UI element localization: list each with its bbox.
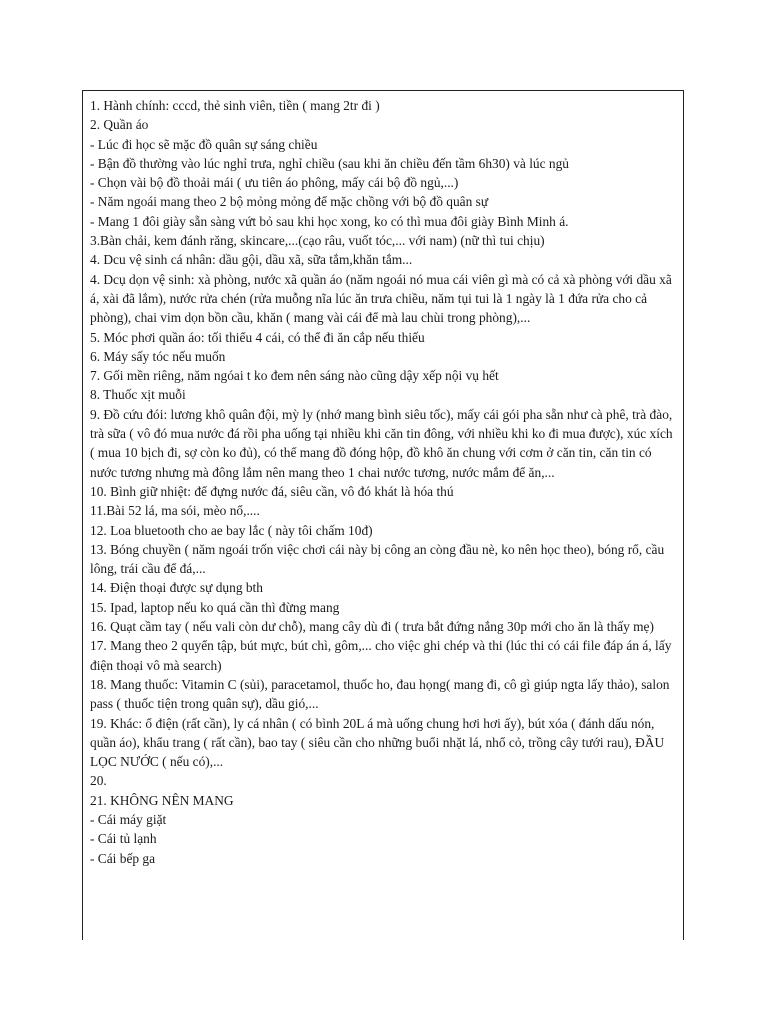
list-subitem: - Chọn vài bộ đồ thoải mái ( ưu tiên áo phông, mấy cái bộ đồ ngủ,...) <box>90 175 459 191</box>
list-subitem: - Mang 1 đôi giày sẵn sàng vứt bỏ sau khi học xong, ko có thì mua đôi giày Bình Minh á. <box>90 213 569 229</box>
list-item-hair-dryer: 6. Máy sấy tóc nếu muốn <box>90 348 226 364</box>
list-item-devices: 15. Ipad, laptop nếu ko quá cần thì đừng mang <box>90 599 340 615</box>
list-subitem: - Năm ngoái mang theo 2 bộ mỏng mỏng để mặc chồng với bộ đồ quân sự <box>90 194 489 210</box>
list-item-other: 19. Khác: ổ điện (rất cần), ly cá nhân ( có bình 20L á mà uống chung hơi hơi ấy), bút xóa ( đánh dấu nón, quần áo), khẩu trang ( rất cần), bao tay ( siêu cần cho những buổi nhặt lá, nhổ cỏ, trồng cây tưới rau), ĐẦU LỌC NƯỚC ( nếu có),... <box>90 715 665 770</box>
list-item-speaker: 12. Loa bluetooth cho ae bay lắc ( này tôi chấm 10đ) <box>90 522 373 538</box>
list-subitem: - Cái tủ lạnh <box>90 831 157 847</box>
list-subitem: - Cái bếp ga <box>90 850 156 866</box>
list-item-thermos: 10. Bình giữ nhiệt: để đựng nước đá, siêu cần, vô đó khát là hóa thú <box>90 483 454 499</box>
list-item-games: 11.Bài 52 lá, ma sói, mèo nổ,.... <box>90 503 260 519</box>
list-item-emergency-food: 9. Đồ cứu đói: lương khô quân đội, mỳ ly (nhớ mang bình siêu tốc), mấy cái gói pha sẵn như cà phê, trà đào, trà sữa ( vô đó mua nước đá rồi pha uống tại nhiều khi căn tin đông, với nhiều khi ko đi mua được), xúc xích ( mua 10 bịch đi, sợ còn ko đủ), có thể mang đồ đóng hộp, đồ khô ăn chung với cơm ở căn tin, căn tin có nước tương nhưng mà đông lắm nên mang theo 1 chai nước tương, nước mắm để ăn,... <box>90 406 673 480</box>
list-item-mosquito-spray: 8. Thuốc xịt muỗi <box>90 387 186 403</box>
list-item-clothes: 2. Quần áo <box>90 117 149 133</box>
list-item-stationery: 17. Mang theo 2 quyển tập, bút mực, bút chì, gôm,... cho việc ghi chép và thi (lúc thi có cái file đáp án á, lấy điện thoại vô mà search) <box>90 638 672 673</box>
list-subitem: - Lúc đi học sẽ mặc đồ quân sự sáng chiều <box>90 136 318 152</box>
list-item-admin: 1. Hành chính: cccd, thẻ sinh viên, tiền ( mang 2tr đi ) <box>90 98 380 113</box>
list-subitem: - Bận đồ thường vào lúc nghỉ trưa, nghỉ chiều (sau khi ăn chiều đến tầm 6h30) và lúc ngủ <box>90 155 569 171</box>
list-item-phone: 14. Điện thoại được sự dụng bth <box>90 580 263 596</box>
list-item-empty: 20. <box>90 773 107 789</box>
list-item-do-not-bring: 21. KHÔNG NÊN MANG <box>90 792 234 808</box>
list-item-hangers: 5. Móc phơi quần áo: tối thiểu 4 cái, có thể đi ăn cắp nếu thiếu <box>90 329 425 345</box>
checklist-document <box>82 90 684 940</box>
list-item-toiletries: 3.Bàn chải, kem đánh răng, skincare,...(cạo râu, vuốt tóc,... với nam) (nữ thì tui chịu) <box>90 233 545 249</box>
list-item-medicine: 18. Mang thuốc: Vitamin C (sủi), paracetamol, thuốc ho, đau họng( mang đi, cô gì giúp ngta lấy thảo), salon pass ( thuốc tiện trong quân sự), dầu gió,... <box>90 676 670 712</box>
list-item-bedding: 7. Gối mền riêng, năm ngóai t ko đem nên sáng nào cũng dậy xếp nội vụ hết <box>90 368 499 384</box>
list-item-personal-hygiene: 4. Dcu vệ sinh cá nhân: dầu gội, dầu xã, sữa tắm,khăn tắm... <box>90 252 413 268</box>
list-item-cleaning-supplies: 4. Dcụ dọn vệ sinh: xà phòng, nước xã quần áo (năm ngoái nó mua cái viên gì mà có cả xà phòng với dầu xã á, xài đã lắm), nước rửa chén (rửa muỗng nĩa lúc ăn trưa chiều, năm tụi tui là 1 ngày là 1 đứa rửa cho cả phòng), chai vim dọn bồn cầu, khăn ( mang vài cái để mà lau chùi trong phòng),... <box>90 271 672 326</box>
list-item-fan-umbrella: 16. Quạt cầm tay ( nếu vali còn dư chỗ), mang cây dù đi ( trưa bắt đứng nắng 30p mới cho ăn là thấy mẹ) <box>90 619 654 635</box>
list-item-sports: 13. Bóng chuyền ( năm ngoái trốn việc chơi cái này bị công an còng đầu nè, ko nên học theo), bóng rổ, cầu lông, trái cầu để đá,... <box>90 541 665 577</box>
list-subitem: - Cái máy giặt <box>90 811 167 827</box>
